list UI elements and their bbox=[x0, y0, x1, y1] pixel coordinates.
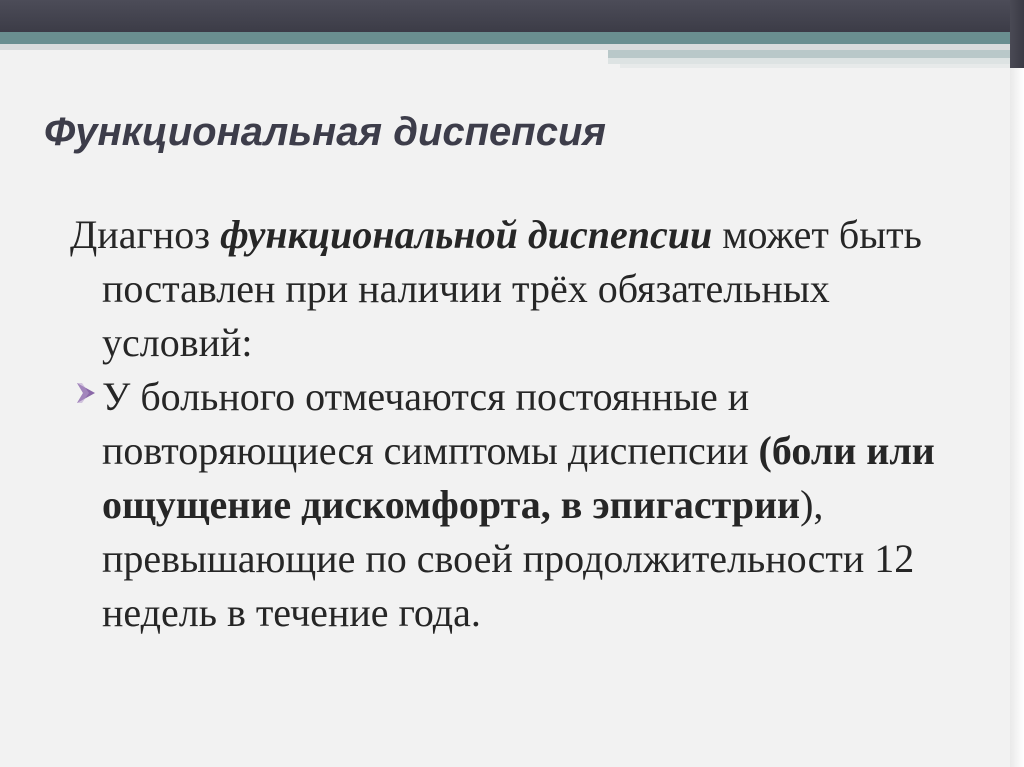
bullet-text-1: У больного отмечаются постоянные и повторяющиеся симптомы диспепсии bbox=[102, 374, 759, 473]
header-band-tail bbox=[608, 50, 1010, 58]
slide-body bbox=[70, 208, 980, 640]
slide-edge-strip bbox=[1010, 0, 1024, 767]
intro-rest: может быть поставлен при наличии трёх обязательных условий: bbox=[102, 212, 922, 365]
header-band-tail bbox=[620, 64, 1010, 68]
intro-lead: Диагноз bbox=[70, 212, 221, 257]
intro-paragraph bbox=[70, 208, 980, 370]
bullet-bold-text: (боли или ощущение дискомфорта, в эпигастрии bbox=[102, 428, 935, 527]
bullet-text-2: ), превышающие по своей продолжительности 12 недель в течение года. bbox=[102, 482, 915, 635]
slide-edge-strip-top bbox=[1010, 0, 1024, 68]
slide-title: Функциональная диспепсия bbox=[44, 110, 606, 154]
intro-emphasis: функциональной диспепсии bbox=[220, 212, 713, 257]
header-band-dark bbox=[0, 0, 1010, 32]
bullet-item bbox=[70, 370, 980, 640]
header-band-teal bbox=[0, 32, 1010, 44]
arrow-bullet-icon bbox=[74, 381, 98, 405]
